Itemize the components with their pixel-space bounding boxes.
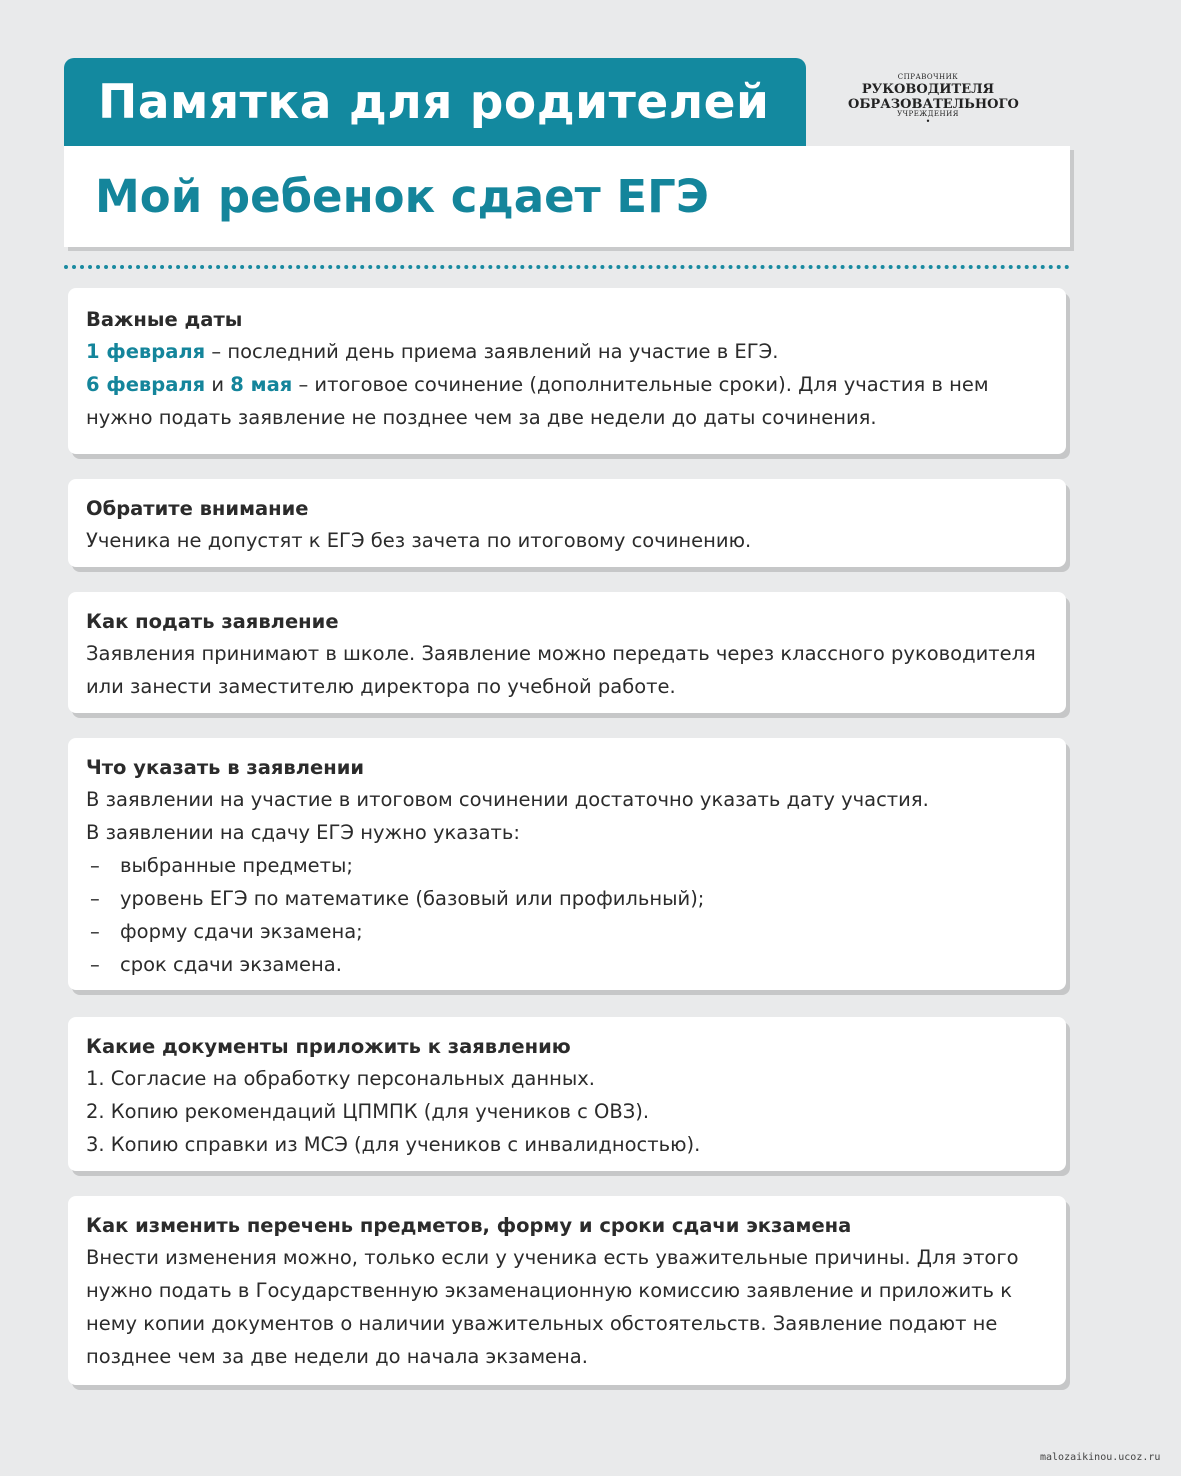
date-highlight: 6 февраля <box>86 373 206 396</box>
logo-dot-icon: • <box>925 117 931 126</box>
list-item: 2. Копию рекомендаций ЦПМПК (для учеников с ОВЗ). <box>86 1100 650 1123</box>
card-heading: Как изменить перечень предметов, форму и сроки сдачи экзамена <box>86 1214 852 1237</box>
publisher-logo <box>848 73 1019 126</box>
dash-marker: – <box>90 920 100 943</box>
date-highlight: 8 мая <box>230 373 293 396</box>
header-banner <box>64 58 806 146</box>
dash-marker: – <box>90 887 100 910</box>
list-item-text: форму сдачи экзамена; <box>120 920 363 943</box>
card-what-to-specify <box>68 738 1066 990</box>
card-documents <box>68 1017 1066 1171</box>
page-title: Памятка для родителей <box>98 74 770 130</box>
list-item <box>86 882 1048 915</box>
date-description: – последний день приема заявлений на участие в ЕГЭ. <box>205 340 779 363</box>
logo-line-1: СПРАВОЧНИК <box>897 73 959 81</box>
card-important-dates <box>68 288 1066 454</box>
card-text: В заявлении на сдачу ЕГЭ нужно указать: <box>86 821 520 844</box>
card-heading: Что указать в заявлении <box>86 756 365 779</box>
date-highlight: 1 февраля <box>86 340 206 363</box>
list-item <box>86 948 1048 981</box>
page-subtitle: Мой ребенок сдает ЕГЭ <box>95 170 709 223</box>
card-text <box>86 368 1048 434</box>
dash-marker: – <box>90 953 100 976</box>
card-heading: Обратите внимание <box>86 497 309 520</box>
card-text: Заявления принимают в школе. Заявление можно передать через классного руководителя или занести заместителю директора по учебной работе. <box>86 642 1036 698</box>
logo-line-4: УЧРЕЖДЕНИЯ <box>897 110 959 118</box>
logo-line-3: ОБРАЗОВАТЕЛЬНОГО <box>848 97 1019 112</box>
dotted-divider <box>64 265 1070 269</box>
list-item: 1. Согласие на обработку персональных данных. <box>86 1067 595 1090</box>
date-description: – итоговое сочинение (дополнительные сроки). Для участия в нем нужно подать заявление не позднее чем за две недели до даты сочинения. <box>86 373 989 429</box>
list-item <box>86 915 1048 948</box>
list-item: 3. Копию справки из МСЭ (для учеников с инвалидностью). <box>86 1133 701 1156</box>
conjunction: и <box>205 373 231 396</box>
card-text: Внести изменения можно, только если у ученика есть уважительные причины. Для этого нужно подать в Государственную экзаменационную комиссию заявление и приложить к нему копии документов о наличии уважительных обстоятельств. Заявление подают не позднее чем за две недели до начала экзамена. <box>86 1246 1019 1368</box>
logo-line-2: РУКОВОДИТЕЛЯ <box>861 82 995 97</box>
list-item-text: срок сдачи экзамена. <box>120 953 342 976</box>
dash-marker: – <box>90 854 100 877</box>
card-changes <box>68 1196 1066 1385</box>
card-text <box>86 335 1048 368</box>
card-attention <box>68 479 1066 567</box>
card-heading: Как подать заявление <box>86 610 339 633</box>
list-item <box>86 849 1048 882</box>
card-text: Ученика не допустят к ЕГЭ без зачета по итоговому сочинению. <box>86 529 752 552</box>
card-heading: Какие документы приложить к заявлению <box>86 1035 571 1058</box>
list-item-text: уровень ЕГЭ по математике (базовый или профильный); <box>120 887 705 910</box>
card-heading: Важные даты <box>86 308 243 331</box>
watermark: malozaikinou.ucoz.ru <box>1040 1452 1161 1463</box>
card-how-to-apply <box>68 592 1066 713</box>
subtitle-box <box>64 146 1070 247</box>
card-text: В заявлении на участие в итоговом сочинении достаточно указать дату участия. <box>86 788 929 811</box>
list-item-text: выбранные предметы; <box>120 854 353 877</box>
